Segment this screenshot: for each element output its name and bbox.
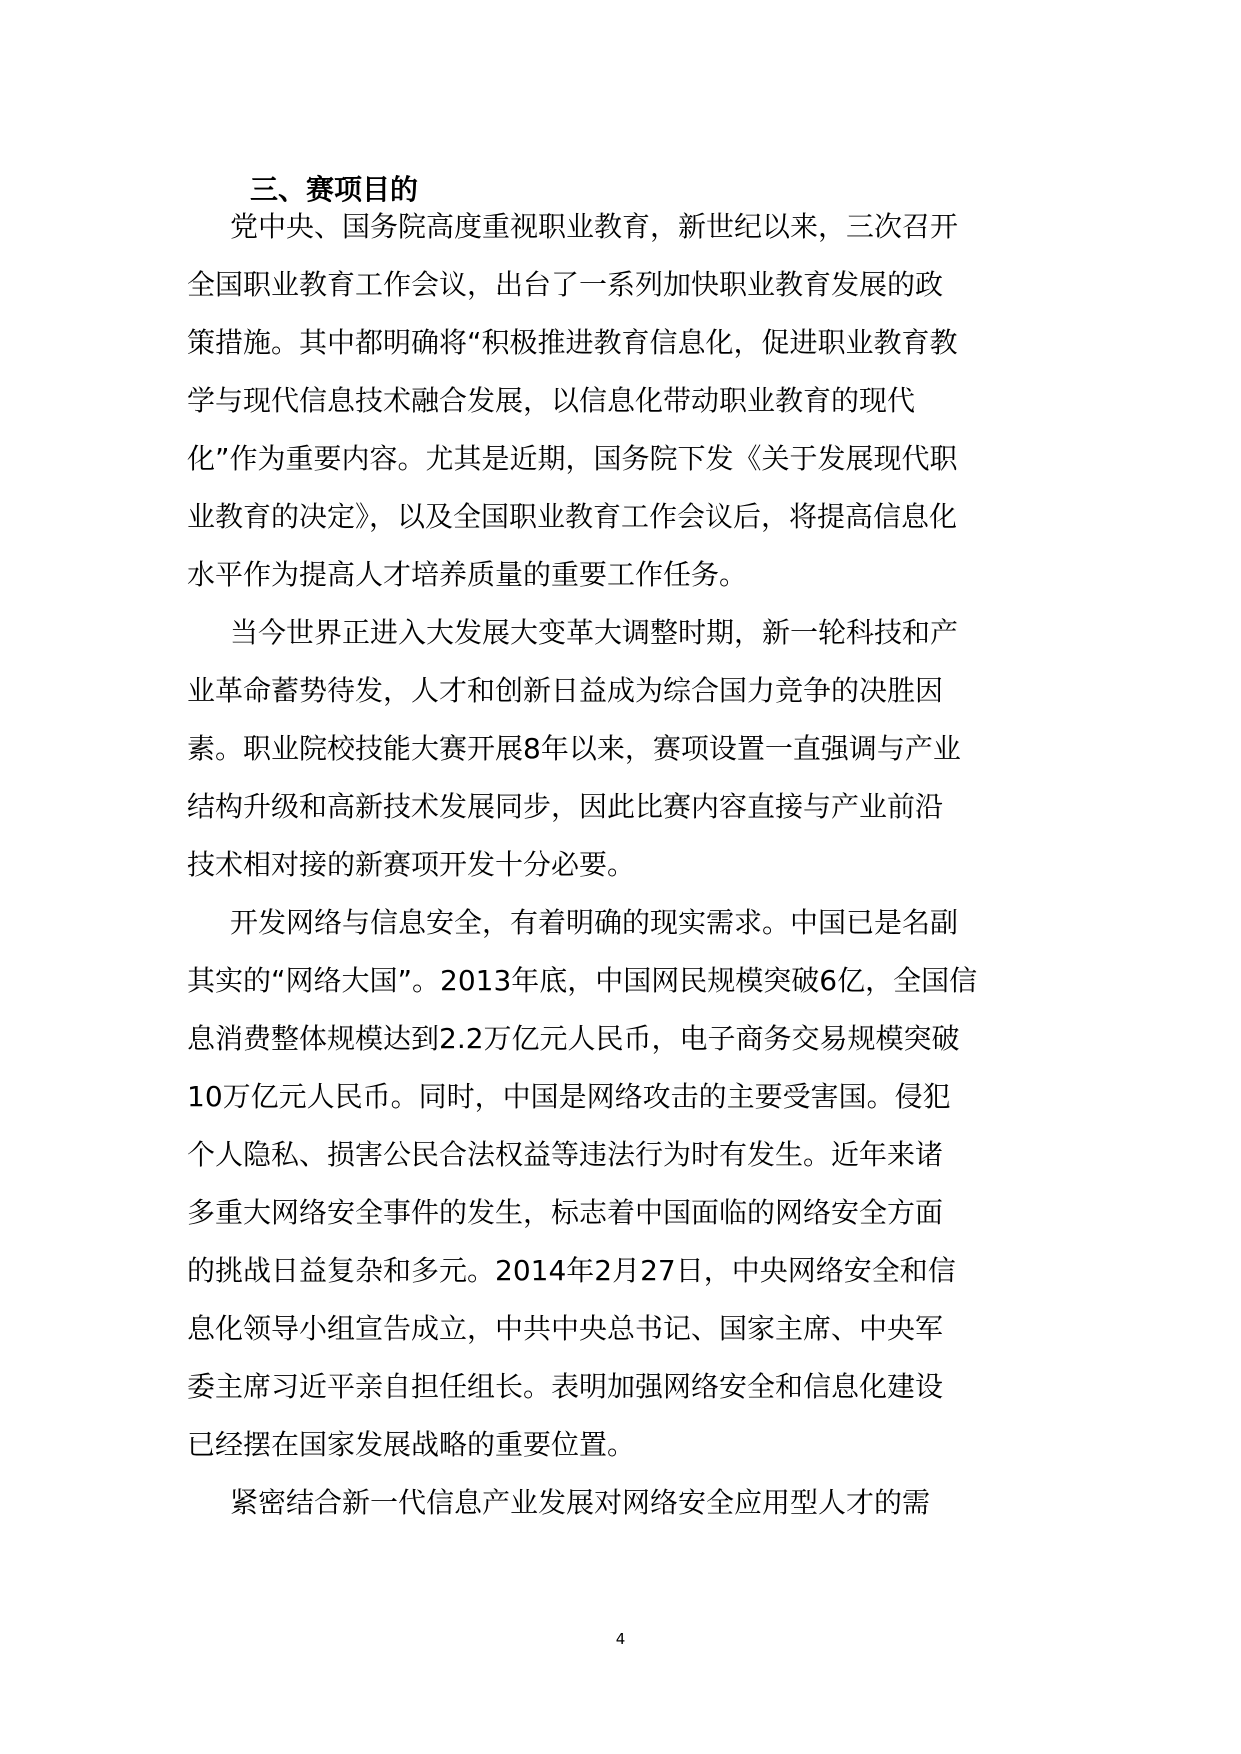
text-line: 业革命蓄势待发，人才和创新日益成为综合国力竞争的决胜因 xyxy=(187,674,944,707)
text-line: 紧密结合新一代信息产业发展对网络安全应用型人才的需 xyxy=(230,1486,931,1519)
text-line: 策措施。其中都明确将“积极推进教育信息化，促进职业教育教 xyxy=(187,326,958,359)
text-line: 10万亿元人民币。同时，中国是网络攻击的主要受害国。侵犯 xyxy=(187,1080,951,1113)
text-line: 其实的“网络大国”。2013年底，中国网民规模突破6亿，全国信 xyxy=(187,964,978,997)
text-line: 个人隐私、损害公民合法权益等违法行为时有发生。近年来诸 xyxy=(187,1138,944,1171)
text-line: 结构升级和高新技术发展同步，因此比赛内容直接与产业前沿 xyxy=(187,790,944,823)
text-line: 息消费整体规模达到2.2万亿元人民币，电子商务交易规模突破 xyxy=(187,1022,960,1055)
text-line: 的挑战日益复杂和多元。2014年2月27日，中央网络安全和信 xyxy=(187,1254,956,1287)
text-line: 当今世界正进入大发展大变革大调整时期，新一轮科技和产 xyxy=(230,616,959,649)
section-heading: 三、赛项目的 xyxy=(250,173,419,206)
text-line: 党中央、国务院高度重视职业教育，新世纪以来，三次召开 xyxy=(230,210,959,243)
page-number: 4 xyxy=(615,1630,626,1648)
text-line: 学与现代信息技术融合发展，以信息化带动职业教育的现代 xyxy=(187,384,916,417)
text-line: 全国职业教育工作会议，出台了一系列加快职业教育发展的政 xyxy=(187,268,944,301)
text-line: 委主席习近平亲自担任组长。表明加强网络安全和信息化建设 xyxy=(187,1370,944,1403)
text-line: 技术相对接的新赛项开发十分必要。 xyxy=(187,848,636,881)
text-line: 素。职业院校技能大赛开展8年以来，赛项设置一直强调与产业 xyxy=(187,732,961,765)
text-line: 已经摆在国家发展战略的重要位置。 xyxy=(187,1428,636,1461)
text-line: 息化领导小组宣告成立，中共中央总书记、国家主席、中央军 xyxy=(187,1312,944,1345)
text-line: 业教育的决定》，以及全国职业教育工作会议后，将提高信息化 xyxy=(187,500,958,533)
text-line: 开发网络与信息安全，有着明确的现实需求。中国已是名副 xyxy=(230,906,959,939)
text-line: 化”作为重要内容。尤其是近期，国务院下发《关于发展现代职 xyxy=(187,442,958,475)
text-line: 水平作为提高人才培养质量的重要工作任务。 xyxy=(187,558,748,591)
text-line: 多重大网络安全事件的发生，标志着中国面临的网络安全方面 xyxy=(187,1196,944,1229)
